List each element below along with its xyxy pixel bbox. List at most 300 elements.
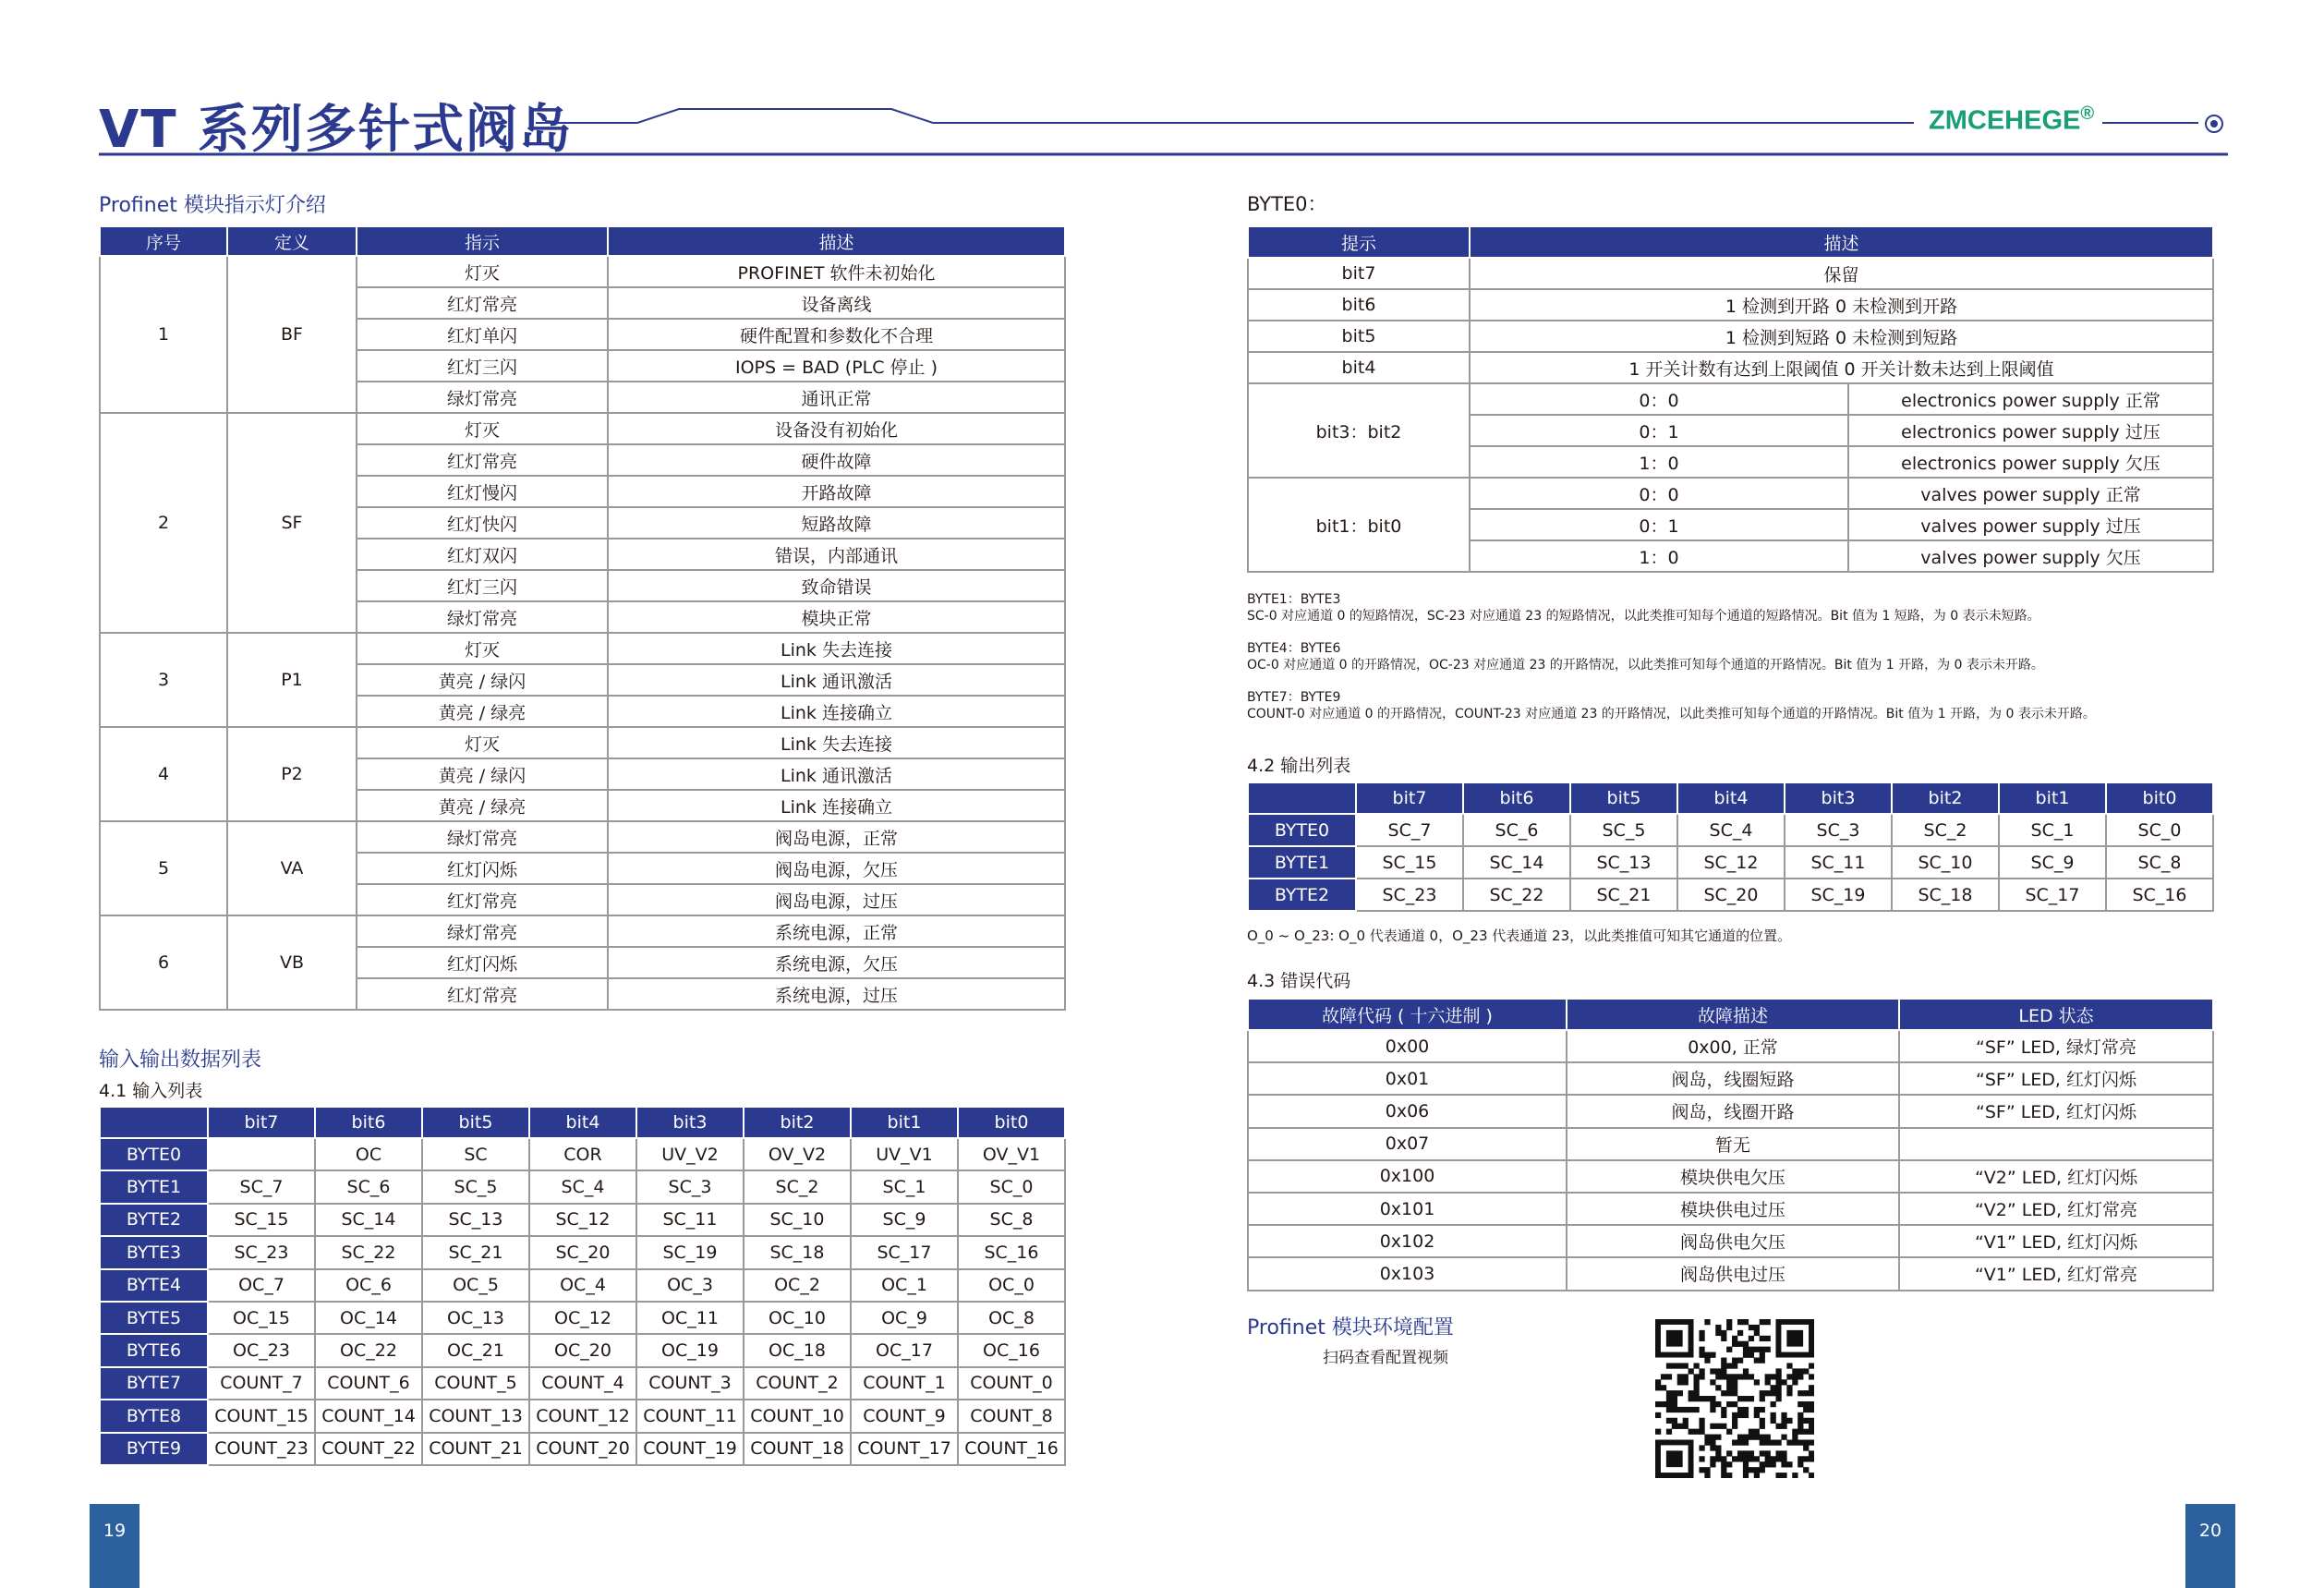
- led-definition-cell: P1: [227, 633, 357, 727]
- bit-cell: COUNT_3: [636, 1367, 744, 1400]
- bit-cell: COUNT_13: [422, 1400, 529, 1432]
- led-indication-cell: 绿灯常亮: [357, 821, 608, 853]
- table-row: [1248, 1128, 2213, 1160]
- bit-name-cell: bit4: [1248, 352, 1470, 383]
- led-indication-cell: 绿灯常亮: [357, 915, 608, 947]
- table-row: [1248, 1257, 2213, 1290]
- led-number-cell: 4: [100, 727, 227, 821]
- table-row: [1248, 258, 2213, 289]
- led-number-cell: 2: [100, 413, 227, 633]
- table-row: [100, 633, 1065, 664]
- env-config-subtitle: 扫码查看配置视频: [1323, 1349, 1448, 1367]
- bit-cell: OC_6: [315, 1269, 422, 1302]
- led-description-cell: Link 通讯激活: [608, 758, 1065, 790]
- input-data-table: [99, 1106, 1066, 1466]
- led-number-cell: 6: [100, 915, 227, 1010]
- led-indication-cell: 红灯慢闪: [357, 476, 608, 507]
- bit-cell: OC_2: [744, 1269, 851, 1302]
- bit-cell: COUNT_14: [315, 1400, 422, 1432]
- table-row: [100, 1236, 1065, 1268]
- led-indication-cell: 红灯快闪: [357, 507, 608, 539]
- led-description-cell: PROFINET 软件未初始化: [608, 256, 1065, 287]
- bit-cell: SC_23: [1356, 879, 1463, 911]
- column-header: bit7: [1356, 782, 1463, 814]
- note-paragraph: [1247, 591, 2217, 624]
- byte-label-cell: BYTE7: [100, 1367, 208, 1400]
- led-definition-cell: VB: [227, 915, 357, 1010]
- bit-cell: COUNT_12: [529, 1400, 636, 1432]
- bit-cell: SC: [422, 1138, 529, 1170]
- note-heading: BYTE4：BYTE6: [1247, 641, 1341, 656]
- bit-cell: UV_V1: [851, 1138, 958, 1170]
- note-heading: BYTE7：BYTE9: [1247, 690, 1341, 705]
- bit-cell: OV_V1: [958, 1138, 1065, 1170]
- table-row: [1248, 321, 2213, 352]
- table-row: [100, 1204, 1065, 1236]
- led-description-cell: Link 连接确立: [608, 790, 1065, 821]
- led-definition-cell: P2: [227, 727, 357, 821]
- column-header: bit6: [315, 1107, 422, 1138]
- note-heading: BYTE1：BYTE3: [1247, 592, 1341, 607]
- bit-cell: OC_7: [208, 1269, 315, 1302]
- bit-cell: SC_0: [2106, 814, 2213, 846]
- bit-cell: OC_1: [851, 1269, 958, 1302]
- led-description-cell: IOPS = BAD (PLC 停止 ): [608, 350, 1065, 382]
- bit-meaning-cell: electronics power supply 正常: [1848, 383, 2213, 415]
- bit-meaning-cell: electronics power supply 过压: [1848, 415, 2213, 446]
- bit-cell: SC_7: [1356, 814, 1463, 846]
- table-row: [100, 821, 1065, 853]
- led-description-cell: 系统电源，正常: [608, 915, 1065, 947]
- column-header: bit2: [744, 1107, 851, 1138]
- bit-cell: SC_12: [1677, 846, 1785, 879]
- led-header-row: [100, 226, 1065, 256]
- bit-cell: COUNT_18: [744, 1433, 851, 1465]
- bit-cell: OC_21: [422, 1334, 529, 1366]
- led-indication-cell: 红灯单闪: [357, 319, 608, 350]
- led-indication-cell: 红灯常亮: [357, 884, 608, 915]
- bit-cell: SC_16: [958, 1236, 1065, 1268]
- table-row: [100, 1138, 1065, 1170]
- led-description-cell: 阀岛电源，欠压: [608, 853, 1065, 884]
- bit-cell: SC_8: [2106, 846, 2213, 879]
- led-indication-cell: 红灯闪烁: [357, 853, 608, 884]
- table-row: [100, 1170, 1065, 1203]
- led-indication-cell: 绿灯常亮: [357, 382, 608, 413]
- bit-value-cell: 0：0: [1470, 478, 1848, 509]
- bit-value-cell: 1：0: [1470, 446, 1848, 478]
- input-table-header-row: [100, 1107, 1065, 1138]
- column-header: 描述: [1470, 226, 2213, 258]
- led-description-cell: 阀岛电源，过压: [608, 884, 1065, 915]
- bit-cell: SC_15: [208, 1204, 315, 1236]
- byte0-title: BYTE0：: [1247, 193, 1327, 215]
- column-header: bit0: [2106, 782, 2213, 814]
- led-indication-cell: 红灯闪烁: [357, 947, 608, 978]
- table-row: [1248, 879, 2213, 911]
- byte-label-cell: BYTE3: [100, 1236, 208, 1268]
- brand-logo: ZMCEHEGE®: [1929, 103, 2095, 136]
- env-config-title: Profinet 模块环境配置: [1247, 1316, 1454, 1339]
- table-row: [100, 1367, 1065, 1400]
- table-row: [100, 915, 1065, 947]
- bit-cell: OC_5: [422, 1269, 529, 1302]
- bit-cell: SC_19: [1785, 879, 1892, 911]
- bit-cell: SC_14: [1463, 846, 1570, 879]
- column-header: bit5: [422, 1107, 529, 1138]
- bit-cell: SC_6: [1463, 814, 1570, 846]
- bit-cell: COUNT_2: [744, 1367, 851, 1400]
- bit-cell: OC_9: [851, 1302, 958, 1334]
- led-description-cell: 硬件配置和参数化不合理: [608, 319, 1065, 350]
- bit-cell: OC_11: [636, 1302, 744, 1334]
- led-definition-cell: SF: [227, 413, 357, 633]
- table-row: [100, 727, 1065, 758]
- bit-cell: SC_2: [1892, 814, 1999, 846]
- bit-cell: SC_4: [1677, 814, 1785, 846]
- bit-cell: SC_6: [315, 1170, 422, 1203]
- bit-cell: SC_9: [1999, 846, 2106, 879]
- bit-cell: SC_0: [958, 1170, 1065, 1203]
- column-header: 故障代码 ( 十六进制 ): [1248, 999, 1567, 1030]
- led-indication-cell: 黄亮 / 绿亮: [357, 696, 608, 727]
- led-section-title: Profinet 模块指示灯介绍: [99, 194, 326, 217]
- table-row: [100, 1269, 1065, 1302]
- led-indication-cell: 灯灭: [357, 256, 608, 287]
- bit-cell: SC_12: [529, 1204, 636, 1236]
- error-header-row: [1248, 999, 2213, 1030]
- table-row: [1248, 352, 2213, 383]
- led-description-cell: Link 失去连接: [608, 633, 1065, 664]
- note-paragraph: [1247, 640, 2217, 673]
- bit-cell: SC_23: [208, 1236, 315, 1268]
- bit-cell: COUNT_6: [315, 1367, 422, 1400]
- error-description-cell: 0x00, 正常: [1567, 1030, 1899, 1062]
- bit-name-cell: bit7: [1248, 258, 1470, 289]
- byte-label-cell: BYTE2: [100, 1204, 208, 1236]
- bit-cell: OC_10: [744, 1302, 851, 1334]
- output-note: O_0 ~ O_23: O_0 代表通道 0，O_23 代表通道 23，以此类推值可知其它通道的位置。: [1247, 927, 1792, 944]
- bit-cell: SC_22: [315, 1236, 422, 1268]
- led-indicator-table: [99, 225, 1066, 1011]
- table-row: [100, 1334, 1065, 1366]
- byte-label-cell: BYTE4: [100, 1269, 208, 1302]
- bit-cell: SC_16: [2106, 879, 2213, 911]
- led-description-cell: Link 通讯激活: [608, 664, 1065, 696]
- bit-cell: OC_14: [315, 1302, 422, 1334]
- error-description-cell: 阀岛供电过压: [1567, 1257, 1899, 1290]
- bit-cell: COUNT_4: [529, 1367, 636, 1400]
- bit-cell: COUNT_17: [851, 1433, 958, 1465]
- table-row: [1248, 846, 2213, 879]
- bit-value-cell: 0：1: [1470, 509, 1848, 540]
- column-header: 描述: [608, 226, 1065, 256]
- byte-label-cell: BYTE8: [100, 1400, 208, 1432]
- bit-cell: SC_18: [744, 1236, 851, 1268]
- byte-label-cell: BYTE1: [1248, 846, 1356, 879]
- table-row: [100, 1400, 1065, 1432]
- byte0-header-row: [1248, 226, 2213, 258]
- bit-meaning-cell: valves power supply 欠压: [1848, 540, 2213, 572]
- led-description-cell: 系统电源，过压: [608, 978, 1065, 1010]
- led-status-cell: “SF” LED, 红灯闪烁: [1899, 1095, 2213, 1127]
- bit-description-cell: 1 检测到开路 0 未检测到开路: [1470, 289, 2213, 321]
- bit-cell: COUNT_19: [636, 1433, 744, 1465]
- bit-meaning-cell: valves power supply 正常: [1848, 478, 2213, 509]
- column-header: bit2: [1892, 782, 1999, 814]
- bit-cell: COUNT_0: [958, 1367, 1065, 1400]
- column-header: bit1: [1999, 782, 2106, 814]
- bit-cell: OC_16: [958, 1334, 1065, 1366]
- bit-description-cell: 1 开关计数有达到上限阈值 0 开关计数未达到上限阈值: [1470, 352, 2213, 383]
- bit-cell: SC_3: [1785, 814, 1892, 846]
- bit-cell: SC_11: [636, 1204, 744, 1236]
- byte-label-cell: BYTE6: [100, 1334, 208, 1366]
- bit-cell: OC_22: [315, 1334, 422, 1366]
- byte-label-cell: BYTE9: [100, 1433, 208, 1465]
- bit-cell: OC: [315, 1138, 422, 1170]
- bit-cell: OC_17: [851, 1334, 958, 1366]
- byte-label-cell: BYTE0: [1248, 814, 1356, 846]
- note-body: SC-0 对应通道 0 的短路情况，SC-23 对应通道 23 的短路情况，以此类推可知每个通道的短路情况。Bit 值为 1 短路，为 0 表示未短路。: [1247, 609, 2040, 624]
- led-indication-cell: 红灯三闪: [357, 570, 608, 601]
- column-header: bit3: [636, 1107, 744, 1138]
- led-description-cell: 硬件故障: [608, 444, 1065, 476]
- bit-description-cell: 保留: [1470, 258, 2213, 289]
- error-description-cell: 阀岛，线圈短路: [1567, 1062, 1899, 1095]
- bit-cell: OC_18: [744, 1334, 851, 1366]
- table-row: [100, 413, 1065, 444]
- bit-value-cell: 1：0: [1470, 540, 1848, 572]
- led-indication-cell: 灯灭: [357, 633, 608, 664]
- bit-cell: SC_11: [1785, 846, 1892, 879]
- error-code-cell: 0x100: [1248, 1160, 1567, 1193]
- error-code-cell: 0x103: [1248, 1257, 1567, 1290]
- bit-cell: COUNT_9: [851, 1400, 958, 1432]
- led-number-cell: 1: [100, 256, 227, 413]
- column-header: bit3: [1785, 782, 1892, 814]
- led-description-cell: 短路故障: [608, 507, 1065, 539]
- led-number-cell: 3: [100, 633, 227, 727]
- bit-cell: OC_12: [529, 1302, 636, 1334]
- byte-label-cell: BYTE1: [100, 1170, 208, 1203]
- led-indication-cell: 绿灯常亮: [357, 601, 608, 633]
- led-indication-cell: 红灯常亮: [357, 978, 608, 1010]
- table-row: [1248, 1095, 2213, 1127]
- bit-cell: COUNT_22: [315, 1433, 422, 1465]
- error-description-cell: 阀岛供电欠压: [1567, 1225, 1899, 1257]
- bit-name-cell: bit6: [1248, 289, 1470, 321]
- led-indication-cell: 灯灭: [357, 413, 608, 444]
- table-row: [1248, 1193, 2213, 1225]
- bit-description-cell: 1 检测到短路 0 未检测到短路: [1470, 321, 2213, 352]
- io-section-title: 输入输出数据列表: [99, 1049, 262, 1072]
- bit-cell: COUNT_20: [529, 1433, 636, 1465]
- column-header: 序号: [100, 226, 227, 256]
- bit-value-cell: 0：0: [1470, 383, 1848, 415]
- led-status-cell: “V1” LED, 红灯常亮: [1899, 1257, 2213, 1290]
- column-header: 定义: [227, 226, 357, 256]
- bit-cell: SC_14: [315, 1204, 422, 1236]
- header-rule: [0, 0, 2324, 185]
- error-code-table: [1247, 998, 2214, 1291]
- column-header: bit0: [958, 1107, 1065, 1138]
- output-table-header-row: [1248, 782, 2213, 814]
- error-description-cell: 阀岛，线圈开路: [1567, 1095, 1899, 1127]
- bit-cell: SC_10: [744, 1204, 851, 1236]
- table-row: [100, 256, 1065, 287]
- note-body: OC-0 对应通道 0 的开路情况，OC-23 对应通道 23 的开路情况，以此类推可知每个通道的开路情况。Bit 值为 1 开路，为 0 表示未开路。: [1247, 658, 2044, 673]
- led-indication-cell: 黄亮 / 绿闪: [357, 758, 608, 790]
- bit-cell: [208, 1138, 315, 1170]
- bit-cell: SC_9: [851, 1204, 958, 1236]
- led-indication-cell: 黄亮 / 绿亮: [357, 790, 608, 821]
- led-indication-cell: 红灯双闪: [357, 539, 608, 570]
- bit-cell: COUNT_15: [208, 1400, 315, 1432]
- bit-meaning-cell: valves power supply 过压: [1848, 509, 2213, 540]
- bit-cell: SC_15: [1356, 846, 1463, 879]
- table-row: [1248, 814, 2213, 846]
- column-header: bit1: [851, 1107, 958, 1138]
- led-description-cell: 设备没有初始化: [608, 413, 1065, 444]
- column-header: [1248, 782, 1356, 814]
- error-description-cell: 模块供电过压: [1567, 1193, 1899, 1225]
- bit-cell: SC_3: [636, 1170, 744, 1203]
- error-code-cell: 0x101: [1248, 1193, 1567, 1225]
- table-row: [1248, 289, 2213, 321]
- led-definition-cell: VA: [227, 821, 357, 915]
- led-definition-cell: BF: [227, 256, 357, 413]
- bit-cell: SC_21: [422, 1236, 529, 1268]
- page-number-right: 20: [2185, 1504, 2235, 1588]
- column-header: bit6: [1463, 782, 1570, 814]
- led-description-cell: Link 失去连接: [608, 727, 1065, 758]
- page-number-left: 19: [90, 1504, 139, 1588]
- led-status-cell: “SF” LED, 绿灯常亮: [1899, 1030, 2213, 1062]
- bit-cell: SC_21: [1570, 879, 1677, 911]
- bit-name-cell: bit5: [1248, 321, 1470, 352]
- column-header: 故障描述: [1567, 999, 1899, 1030]
- led-description-cell: 系统电源，欠压: [608, 947, 1065, 978]
- led-indication-cell: 红灯常亮: [357, 287, 608, 319]
- bit-cell: COUNT_7: [208, 1367, 315, 1400]
- bit-value-cell: 0：1: [1470, 415, 1848, 446]
- bit-cell: OC_4: [529, 1269, 636, 1302]
- led-number-cell: 5: [100, 821, 227, 915]
- led-indication-cell: 灯灭: [357, 727, 608, 758]
- bit-cell: COUNT_5: [422, 1367, 529, 1400]
- table-row: [1248, 1030, 2213, 1062]
- error-code-cell: 0x102: [1248, 1225, 1567, 1257]
- bit-cell: OC_0: [958, 1269, 1065, 1302]
- byte-notes: [1247, 591, 2217, 738]
- table-row: [1248, 383, 2213, 415]
- bit-cell: COUNT_10: [744, 1400, 851, 1432]
- note-body: COUNT-0 对应通道 0 的开路情况，COUNT-23 对应通道 23 的开路情况，以此类推可知每个通道的开路情况。Bit 值为 1 开路，为 0 表示未开路。: [1247, 707, 2096, 721]
- bit-cell: SC_5: [422, 1170, 529, 1203]
- error-description-cell: 暂无: [1567, 1128, 1899, 1160]
- bit-cell: SC_2: [744, 1170, 851, 1203]
- led-description-cell: 开路故障: [608, 476, 1065, 507]
- column-header: bit7: [208, 1107, 315, 1138]
- bit-cell: SC_20: [1677, 879, 1785, 911]
- column-header: bit5: [1570, 782, 1677, 814]
- bit-cell: OC_3: [636, 1269, 744, 1302]
- bit-group-label-cell: bit1：bit0: [1248, 478, 1470, 572]
- bit-cell: SC_10: [1892, 846, 1999, 879]
- column-header: 指示: [357, 226, 608, 256]
- error-code-cell: 0x01: [1248, 1062, 1567, 1095]
- bit-cell: SC_1: [851, 1170, 958, 1203]
- table-row: [1248, 1225, 2213, 1257]
- column-header: 提示: [1248, 226, 1470, 258]
- bit-cell: OC_23: [208, 1334, 315, 1366]
- bit-meaning-cell: electronics power supply 欠压: [1848, 446, 2213, 478]
- led-description-cell: 设备离线: [608, 287, 1065, 319]
- led-description-cell: 通讯正常: [608, 382, 1065, 413]
- bit-cell: COR: [529, 1138, 636, 1170]
- led-description-cell: Link 连接确立: [608, 696, 1065, 727]
- bit-cell: SC_17: [851, 1236, 958, 1268]
- output-list-title: 4.2 输出列表: [1247, 756, 1351, 776]
- led-status-cell: “V2” LED, 红灯闪烁: [1899, 1160, 2213, 1193]
- bit-cell: SC_4: [529, 1170, 636, 1203]
- bit-cell: OC_19: [636, 1334, 744, 1366]
- qr-code-icon[interactable]: [1655, 1319, 1814, 1478]
- error-code-cell: 0x06: [1248, 1095, 1567, 1127]
- byte0-table: [1247, 225, 2214, 573]
- table-row: [1248, 1160, 2213, 1193]
- bit-cell: SC_8: [958, 1204, 1065, 1236]
- bit-cell: SC_17: [1999, 879, 2106, 911]
- led-status-cell: “SF” LED, 红灯闪烁: [1899, 1062, 2213, 1095]
- byte-label-cell: BYTE5: [100, 1302, 208, 1334]
- table-row: [1248, 478, 2213, 509]
- bit-cell: SC_1: [1999, 814, 2106, 846]
- table-row: [1248, 1062, 2213, 1095]
- bit-cell: SC_19: [636, 1236, 744, 1268]
- error-code-cell: 0x00: [1248, 1030, 1567, 1062]
- bit-cell: SC_13: [1570, 846, 1677, 879]
- bit-cell: OV_V2: [744, 1138, 851, 1170]
- led-description-cell: 阀岛电源，正常: [608, 821, 1065, 853]
- led-indication-cell: 红灯常亮: [357, 444, 608, 476]
- bit-cell: COUNT_21: [422, 1433, 529, 1465]
- column-header: LED 状态: [1899, 999, 2213, 1030]
- byte-label-cell: BYTE0: [100, 1138, 208, 1170]
- bit-cell: OC_13: [422, 1302, 529, 1334]
- column-header: bit4: [529, 1107, 636, 1138]
- led-description-cell: 错误，内部通讯: [608, 539, 1065, 570]
- page-title: VT 系列多针式阀岛: [99, 100, 574, 160]
- input-list-title: 4.1 输入列表: [99, 1081, 203, 1101]
- bit-cell: COUNT_11: [636, 1400, 744, 1432]
- bit-cell: SC_18: [1892, 879, 1999, 911]
- bit-cell: OC_8: [958, 1302, 1065, 1334]
- bit-cell: SC_20: [529, 1236, 636, 1268]
- table-row: [100, 1433, 1065, 1465]
- bit-cell: COUNT_1: [851, 1367, 958, 1400]
- led-status-cell: “V2” LED, 红灯常亮: [1899, 1193, 2213, 1225]
- led-description-cell: 致命错误: [608, 570, 1065, 601]
- bit-cell: SC_7: [208, 1170, 315, 1203]
- bit-cell: COUNT_16: [958, 1433, 1065, 1465]
- bit-cell: COUNT_8: [958, 1400, 1065, 1432]
- led-indication-cell: 黄亮 / 绿闪: [357, 664, 608, 696]
- bit-cell: SC_13: [422, 1204, 529, 1236]
- bit-cell: OC_20: [529, 1334, 636, 1366]
- bit-cell: SC_22: [1463, 879, 1570, 911]
